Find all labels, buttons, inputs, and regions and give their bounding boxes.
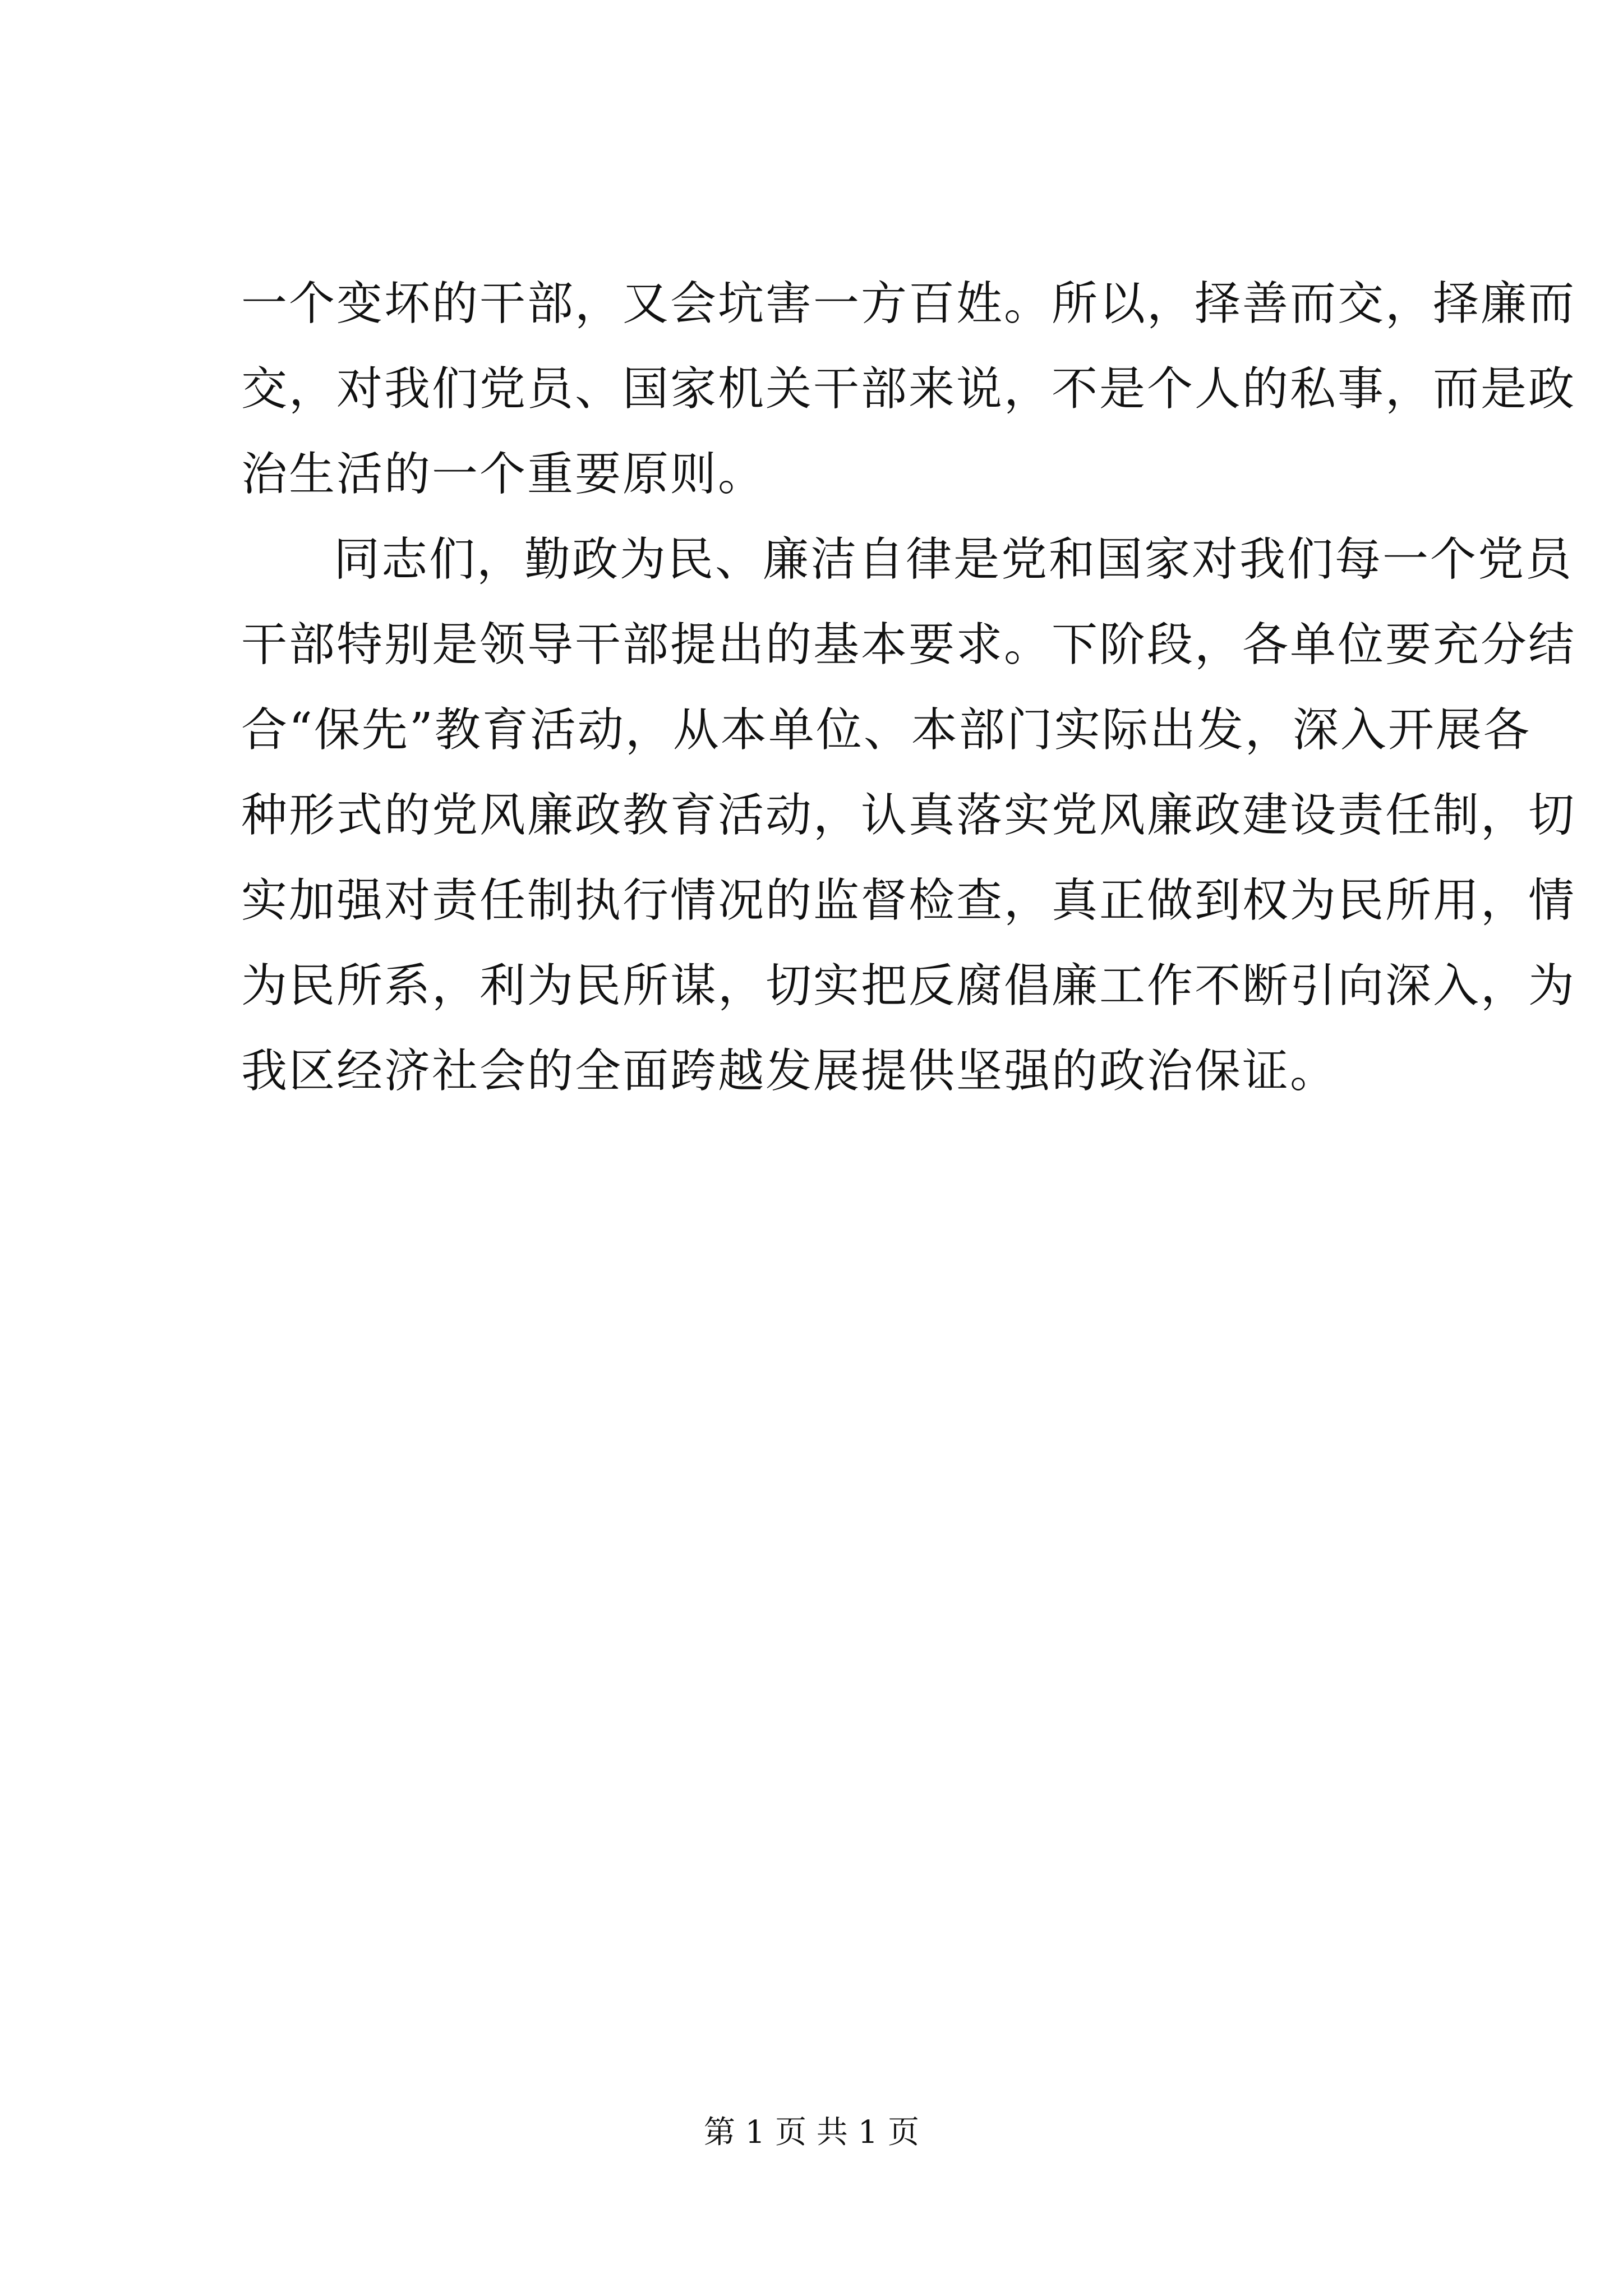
- text-line: 一个变坏的干部，又会坑害一方百姓。所以，择善而交，择廉而: [241, 277, 1576, 330]
- paragraph-1: [241, 261, 1576, 517]
- page-footer: 第 1 页 共 1 页: [703, 2114, 920, 2151]
- document-body: [241, 261, 1576, 1114]
- text-line: 种形式的党风廉政教育活动，认真落实党风廉政建设责任制，切: [241, 789, 1576, 842]
- text-line: 治生活的一个重要原则。: [241, 448, 766, 501]
- text-line: 干部特别是领导干部提出的基本要求。下阶段，各单位要充分结: [241, 618, 1576, 671]
- text-line: 实加强对责任制执行情况的监督检查，真正做到权为民所用，情: [241, 874, 1576, 927]
- text-line: 为民所系，利为民所谋，切实把反腐倡廉工作不断引向深入，为: [241, 959, 1576, 1013]
- text-line: 同志们，勤政为民、廉洁自律是党和国家对我们每一个党员: [334, 533, 1574, 586]
- paragraph-2: [241, 517, 1576, 1114]
- text-line: 我区经济社会的全面跨越发展提供坚强的政治保证。: [241, 1045, 1338, 1098]
- text-line: 交，对我们党员、国家机关干部来说，不是个人的私事，而是政: [241, 362, 1576, 416]
- text-line: 合“保先”教育活动，从本单位、本部门实际出发，深入开展各: [241, 703, 1531, 757]
